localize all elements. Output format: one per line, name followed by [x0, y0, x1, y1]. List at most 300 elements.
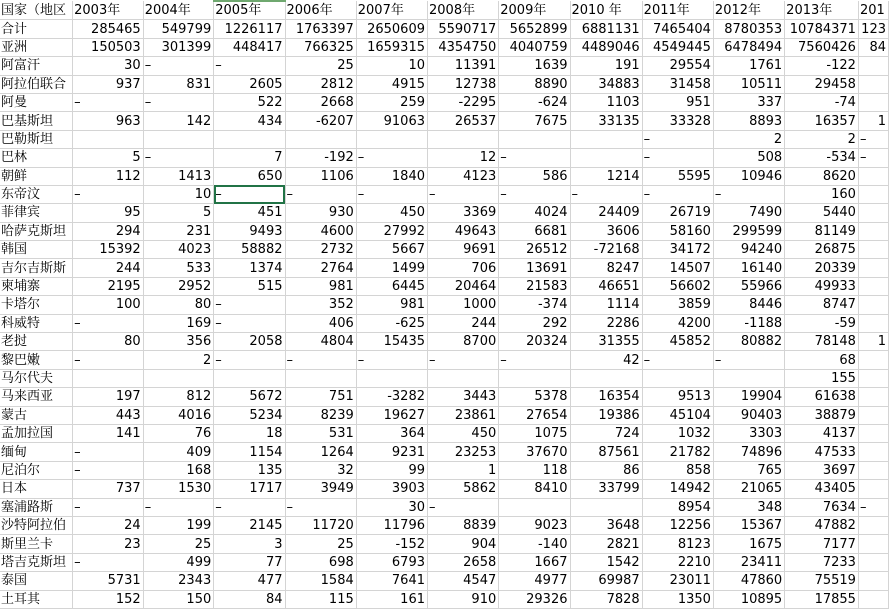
data-cell[interactable]: 8239 [285, 406, 356, 424]
country-cell[interactable]: 亚洲 [0, 38, 73, 56]
data-cell[interactable]: 7560426 [785, 38, 859, 56]
data-cell[interactable]: 4024 [499, 204, 570, 222]
data-cell[interactable]: 10895 [713, 590, 784, 608]
data-cell[interactable]: 86 [570, 461, 642, 479]
data-cell[interactable]: 2 [713, 130, 784, 148]
data-cell[interactable]: 26512 [499, 241, 570, 259]
country-cell[interactable]: 斯里兰卡 [0, 535, 73, 553]
data-cell[interactable]: 2195 [73, 277, 144, 295]
data-cell[interactable] [428, 369, 499, 387]
data-cell[interactable]: 7641 [356, 572, 427, 590]
data-cell[interactable]: 12256 [642, 516, 713, 534]
data-cell[interactable]: – [73, 93, 144, 111]
data-cell[interactable]: 30 [356, 498, 427, 516]
data-cell[interactable]: 34172 [642, 241, 713, 259]
data-cell[interactable]: 448417 [214, 38, 285, 56]
data-cell[interactable] [858, 204, 888, 222]
data-cell[interactable] [858, 590, 888, 608]
data-cell[interactable]: 3369 [428, 204, 499, 222]
data-cell[interactable]: – [214, 185, 285, 203]
data-cell[interactable]: – [285, 185, 356, 203]
data-cell[interactable] [214, 369, 285, 387]
data-cell[interactable]: – [73, 553, 144, 571]
data-cell[interactable]: 8890 [499, 75, 570, 93]
data-cell[interactable]: 90403 [713, 406, 784, 424]
data-cell[interactable]: 364 [356, 424, 427, 442]
data-cell[interactable]: 33328 [642, 112, 713, 130]
data-cell[interactable]: – [143, 93, 214, 111]
data-cell[interactable]: 5 [143, 204, 214, 222]
data-cell[interactable]: 1675 [713, 535, 784, 553]
data-cell[interactable]: 1032 [642, 424, 713, 442]
data-cell[interactable]: 29326 [499, 590, 570, 608]
data-cell[interactable]: 34883 [570, 75, 642, 93]
data-cell[interactable]: 58160 [642, 222, 713, 240]
data-cell[interactable]: – [642, 149, 713, 167]
data-cell[interactable]: 19386 [570, 406, 642, 424]
data-cell[interactable]: 169 [143, 314, 214, 332]
data-cell[interactable]: 123 [858, 20, 888, 38]
data-cell[interactable] [858, 185, 888, 203]
data-cell[interactable] [858, 167, 888, 185]
data-cell[interactable]: 23011 [642, 572, 713, 590]
data-cell[interactable]: 2821 [570, 535, 642, 553]
data-cell[interactable]: 531 [285, 424, 356, 442]
data-cell[interactable]: 477 [214, 572, 285, 590]
country-cell[interactable]: 尼泊尔 [0, 461, 73, 479]
data-cell[interactable]: 3903 [356, 480, 427, 498]
data-cell[interactable]: 8700 [428, 333, 499, 351]
data-cell[interactable] [143, 130, 214, 148]
data-cell[interactable]: 31458 [642, 75, 713, 93]
data-cell[interactable]: 4016 [143, 406, 214, 424]
data-cell[interactable]: 2145 [214, 516, 285, 534]
data-cell[interactable]: 244 [73, 259, 144, 277]
data-cell[interactable]: 3 [214, 535, 285, 553]
country-cell[interactable]: 柬埔寨 [0, 277, 73, 295]
data-cell[interactable]: 2210 [642, 553, 713, 571]
data-cell[interactable]: 1106 [285, 167, 356, 185]
data-cell[interactable]: 45104 [642, 406, 713, 424]
data-cell[interactable] [499, 498, 570, 516]
country-cell[interactable]: 泰国 [0, 572, 73, 590]
data-cell[interactable]: 6478494 [713, 38, 784, 56]
data-cell[interactable] [858, 314, 888, 332]
data-cell[interactable]: 20324 [499, 333, 570, 351]
data-cell[interactable]: 43405 [785, 480, 859, 498]
data-cell[interactable] [858, 388, 888, 406]
data-cell[interactable]: 1350 [642, 590, 713, 608]
country-cell[interactable]: 缅甸 [0, 443, 73, 461]
data-cell[interactable]: 1374 [214, 259, 285, 277]
data-cell[interactable]: 76 [143, 424, 214, 442]
data-cell[interactable]: 3697 [785, 461, 859, 479]
data-cell[interactable]: 11720 [285, 516, 356, 534]
data-cell[interactable]: 21782 [642, 443, 713, 461]
data-cell[interactable]: 15435 [356, 333, 427, 351]
data-cell[interactable]: 14507 [642, 259, 713, 277]
data-cell[interactable]: 33135 [570, 112, 642, 130]
data-cell[interactable]: – [285, 498, 356, 516]
data-cell[interactable]: 141 [73, 424, 144, 442]
country-cell[interactable]: 韩国 [0, 241, 73, 259]
data-cell[interactable]: 6681 [499, 222, 570, 240]
data-cell[interactable]: 1840 [356, 167, 427, 185]
data-cell[interactable]: 155 [785, 369, 859, 387]
data-cell[interactable]: 27992 [356, 222, 427, 240]
data-cell[interactable]: 1659315 [356, 38, 427, 56]
data-cell[interactable]: 3648 [570, 516, 642, 534]
data-cell[interactable]: 904 [428, 535, 499, 553]
data-cell[interactable]: -122 [785, 57, 859, 75]
header-cell-year[interactable]: 2010 年 [570, 1, 642, 20]
data-cell[interactable]: 84 [214, 590, 285, 608]
country-cell[interactable]: 塞浦路斯 [0, 498, 73, 516]
data-cell[interactable]: 18 [214, 424, 285, 442]
data-cell[interactable]: 930 [285, 204, 356, 222]
data-cell[interactable]: -534 [785, 149, 859, 167]
data-cell[interactable] [570, 369, 642, 387]
data-cell[interactable]: – [642, 185, 713, 203]
header-cell-year[interactable]: 201 [858, 1, 888, 20]
country-cell[interactable]: 巴基斯坦 [0, 112, 73, 130]
country-cell[interactable]: 阿富汗 [0, 57, 73, 75]
data-cell[interactable] [858, 480, 888, 498]
country-cell[interactable]: 土耳其 [0, 590, 73, 608]
data-cell[interactable] [858, 277, 888, 295]
data-cell[interactable]: 910 [428, 590, 499, 608]
data-cell[interactable]: – [73, 498, 144, 516]
data-cell[interactable]: 3859 [642, 296, 713, 314]
data-cell[interactable]: 24409 [570, 204, 642, 222]
data-cell[interactable]: 737 [73, 480, 144, 498]
data-cell[interactable]: 8893 [713, 112, 784, 130]
data-cell[interactable]: – [858, 149, 888, 167]
data-cell[interactable]: 31355 [570, 333, 642, 351]
data-cell[interactable]: 199 [143, 516, 214, 534]
data-cell[interactable]: 1 [858, 333, 888, 351]
data-cell[interactable]: – [428, 351, 499, 369]
data-cell[interactable]: 5731 [73, 572, 144, 590]
country-cell[interactable]: 菲律宾 [0, 204, 73, 222]
header-cell-year[interactable]: 2007年 [356, 1, 427, 20]
data-cell[interactable]: 23411 [713, 553, 784, 571]
data-cell[interactable]: 9513 [642, 388, 713, 406]
data-cell[interactable]: 352 [285, 296, 356, 314]
data-cell[interactable]: – [214, 57, 285, 75]
data-cell[interactable]: 14942 [642, 480, 713, 498]
data-cell[interactable]: 4489046 [570, 38, 642, 56]
data-cell[interactable]: – [499, 149, 570, 167]
data-cell[interactable]: 1154 [214, 443, 285, 461]
data-cell[interactable]: 68 [785, 351, 859, 369]
data-cell[interactable]: 87561 [570, 443, 642, 461]
data-cell[interactable]: 8446 [713, 296, 784, 314]
header-cell-year[interactable]: 2009年 [499, 1, 570, 20]
data-cell[interactable]: 47533 [785, 443, 859, 461]
data-cell[interactable]: 20339 [785, 259, 859, 277]
data-cell[interactable]: 10 [356, 57, 427, 75]
data-cell[interactable]: 23861 [428, 406, 499, 424]
data-cell[interactable] [713, 369, 784, 387]
data-cell[interactable]: 25 [285, 535, 356, 553]
data-cell[interactable]: 650 [214, 167, 285, 185]
data-cell[interactable]: 6793 [356, 553, 427, 571]
data-cell[interactable]: 7 [214, 149, 285, 167]
header-cell-year[interactable]: 2005年 [214, 1, 285, 20]
data-cell[interactable]: 5672 [214, 388, 285, 406]
data-cell[interactable]: 5862 [428, 480, 499, 498]
data-cell[interactable]: 5667 [356, 241, 427, 259]
data-cell[interactable]: 1 [428, 461, 499, 479]
country-cell[interactable]: 东帝汶 [0, 185, 73, 203]
data-cell[interactable]: 981 [356, 296, 427, 314]
data-cell[interactable] [858, 93, 888, 111]
data-cell[interactable]: 6445 [356, 277, 427, 295]
country-cell[interactable]: 巴林 [0, 149, 73, 167]
data-cell[interactable]: 29458 [785, 75, 859, 93]
data-cell[interactable]: 118 [499, 461, 570, 479]
data-cell[interactable]: 45852 [642, 333, 713, 351]
data-cell[interactable] [858, 296, 888, 314]
data-cell[interactable]: 80 [73, 333, 144, 351]
data-cell[interactable]: 30 [73, 57, 144, 75]
data-cell[interactable]: 37670 [499, 443, 570, 461]
data-cell[interactable]: 951 [642, 93, 713, 111]
data-cell[interactable]: 2 [143, 351, 214, 369]
data-cell[interactable]: 292 [499, 314, 570, 332]
data-cell[interactable]: 2650609 [356, 20, 427, 38]
data-cell[interactable]: 78148 [785, 333, 859, 351]
data-cell[interactable]: 450 [428, 424, 499, 442]
data-cell[interactable]: – [356, 185, 427, 203]
data-cell[interactable]: 27654 [499, 406, 570, 424]
data-cell[interactable]: 434 [214, 112, 285, 130]
data-cell[interactable]: 1103 [570, 93, 642, 111]
country-cell[interactable]: 朝鲜 [0, 167, 73, 185]
data-cell[interactable]: 77 [214, 553, 285, 571]
data-cell[interactable]: 5595 [642, 167, 713, 185]
country-cell[interactable]: 沙特阿拉伯 [0, 516, 73, 534]
header-cell-year[interactable]: 2006年 [285, 1, 356, 20]
data-cell[interactable]: 1226117 [214, 20, 285, 38]
data-cell[interactable]: 8620 [785, 167, 859, 185]
data-cell[interactable]: 499 [143, 553, 214, 571]
data-cell[interactable]: 4354750 [428, 38, 499, 56]
data-cell[interactable] [858, 572, 888, 590]
data-cell[interactable]: 115 [285, 590, 356, 608]
data-cell[interactable]: -624 [499, 93, 570, 111]
country-cell[interactable]: 哈萨克斯坦 [0, 222, 73, 240]
data-cell[interactable] [858, 259, 888, 277]
data-cell[interactable]: 19904 [713, 388, 784, 406]
data-cell[interactable]: 150 [143, 590, 214, 608]
data-cell[interactable]: – [73, 443, 144, 461]
data-cell[interactable]: 2 [785, 130, 859, 148]
data-cell[interactable]: 7177 [785, 535, 859, 553]
data-cell[interactable] [570, 130, 642, 148]
data-cell[interactable] [143, 369, 214, 387]
data-cell[interactable]: 191 [570, 57, 642, 75]
data-cell[interactable]: 16357 [785, 112, 859, 130]
data-cell[interactable]: – [143, 149, 214, 167]
data-cell[interactable]: – [428, 185, 499, 203]
data-cell[interactable]: -625 [356, 314, 427, 332]
data-cell[interactable] [356, 369, 427, 387]
data-cell[interactable]: 25 [285, 57, 356, 75]
data-cell[interactable]: 58882 [214, 241, 285, 259]
data-cell[interactable] [214, 130, 285, 148]
data-cell[interactable]: 26719 [642, 204, 713, 222]
data-cell[interactable]: 47882 [785, 516, 859, 534]
data-cell[interactable]: 21583 [499, 277, 570, 295]
data-cell[interactable]: 56602 [642, 277, 713, 295]
data-cell[interactable] [858, 369, 888, 387]
data-cell[interactable]: 831 [143, 75, 214, 93]
data-cell[interactable]: 5234 [214, 406, 285, 424]
data-cell[interactable]: 1717 [214, 480, 285, 498]
data-cell[interactable]: 751 [285, 388, 356, 406]
data-cell[interactable]: 15392 [73, 241, 144, 259]
data-cell[interactable]: 32 [285, 461, 356, 479]
data-cell[interactable]: 1114 [570, 296, 642, 314]
data-cell[interactable]: 46651 [570, 277, 642, 295]
data-cell[interactable]: – [143, 57, 214, 75]
data-cell[interactable] [858, 351, 888, 369]
data-cell[interactable]: – [214, 314, 285, 332]
data-cell[interactable]: 1639 [499, 57, 570, 75]
data-cell[interactable] [858, 75, 888, 93]
data-cell[interactable]: 706 [428, 259, 499, 277]
data-cell[interactable]: 1 [858, 112, 888, 130]
data-cell[interactable]: 10 [143, 185, 214, 203]
header-cell-year[interactable]: 2008年 [428, 1, 499, 20]
data-cell[interactable]: 42 [570, 351, 642, 369]
data-cell[interactable]: 47860 [713, 572, 784, 590]
data-cell[interactable]: 84 [858, 38, 888, 56]
data-cell[interactable]: 937 [73, 75, 144, 93]
header-cell-year[interactable]: 2012年 [713, 1, 784, 20]
data-cell[interactable]: – [73, 314, 144, 332]
data-cell[interactable]: 4137 [785, 424, 859, 442]
data-cell[interactable]: 161 [356, 590, 427, 608]
data-cell[interactable]: 21065 [713, 480, 784, 498]
data-cell[interactable]: 150503 [73, 38, 144, 56]
data-cell[interactable]: -2295 [428, 93, 499, 111]
data-cell[interactable]: 443 [73, 406, 144, 424]
data-cell[interactable]: 17855 [785, 590, 859, 608]
data-cell[interactable]: 2058 [214, 333, 285, 351]
data-cell[interactable]: – [73, 351, 144, 369]
country-cell[interactable]: 吉尔吉斯斯 [0, 259, 73, 277]
country-cell[interactable]: 孟加拉国 [0, 424, 73, 442]
country-cell[interactable]: 塔吉克斯坦 [0, 553, 73, 571]
data-cell[interactable]: 7490 [713, 204, 784, 222]
data-cell[interactable]: 1542 [570, 553, 642, 571]
data-cell[interactable]: 294 [73, 222, 144, 240]
data-cell[interactable]: 95 [73, 204, 144, 222]
data-cell[interactable]: 11391 [428, 57, 499, 75]
data-cell[interactable] [73, 369, 144, 387]
country-cell[interactable]: 老挝 [0, 333, 73, 351]
data-cell[interactable] [642, 369, 713, 387]
data-cell[interactable]: 10946 [713, 167, 784, 185]
data-cell[interactable]: 586 [499, 167, 570, 185]
data-cell[interactable]: 7675 [499, 112, 570, 130]
data-cell[interactable]: 8954 [642, 498, 713, 516]
data-cell[interactable]: 549799 [143, 20, 214, 38]
header-cell-year[interactable]: 2013年 [785, 1, 859, 20]
country-cell[interactable]: 科威特 [0, 314, 73, 332]
data-cell[interactable] [499, 130, 570, 148]
data-cell[interactable] [499, 369, 570, 387]
data-cell[interactable]: 7233 [785, 553, 859, 571]
data-cell[interactable]: 7465404 [642, 20, 713, 38]
data-cell[interactable]: 1413 [143, 167, 214, 185]
data-cell[interactable]: 61638 [785, 388, 859, 406]
data-cell[interactable]: 450 [356, 204, 427, 222]
data-cell[interactable]: 15367 [713, 516, 784, 534]
data-cell[interactable]: 9691 [428, 241, 499, 259]
data-cell[interactable]: 301399 [143, 38, 214, 56]
data-cell[interactable]: 963 [73, 112, 144, 130]
data-cell[interactable]: 168 [143, 461, 214, 479]
data-cell[interactable]: 29554 [642, 57, 713, 75]
data-cell[interactable] [858, 222, 888, 240]
data-cell[interactable] [858, 443, 888, 461]
data-cell[interactable]: 2286 [570, 314, 642, 332]
data-cell[interactable]: 8123 [642, 535, 713, 553]
country-cell[interactable]: 阿拉伯联合 [0, 75, 73, 93]
data-cell[interactable]: 3443 [428, 388, 499, 406]
data-cell[interactable]: -140 [499, 535, 570, 553]
header-cell-year[interactable]: 2011年 [642, 1, 713, 20]
data-cell[interactable]: 4123 [428, 167, 499, 185]
data-cell[interactable]: 1214 [570, 167, 642, 185]
data-cell[interactable]: 8247 [570, 259, 642, 277]
data-cell[interactable]: 23 [73, 535, 144, 553]
data-cell[interactable]: 4915 [356, 75, 427, 93]
data-cell[interactable]: 5652899 [499, 20, 570, 38]
data-cell[interactable] [570, 149, 642, 167]
data-cell[interactable]: 2812 [285, 75, 356, 93]
data-cell[interactable]: 3949 [285, 480, 356, 498]
data-cell[interactable]: 406 [285, 314, 356, 332]
data-cell[interactable]: 1075 [499, 424, 570, 442]
data-cell[interactable]: -72168 [570, 241, 642, 259]
data-cell[interactable]: 1264 [285, 443, 356, 461]
data-cell[interactable]: 5590717 [428, 20, 499, 38]
data-cell[interactable]: – [143, 498, 214, 516]
data-cell[interactable]: 69987 [570, 572, 642, 590]
data-cell[interactable]: 142 [143, 112, 214, 130]
data-cell[interactable]: 5 [73, 149, 144, 167]
data-cell[interactable]: 4977 [499, 572, 570, 590]
data-cell[interactable]: 348 [713, 498, 784, 516]
data-cell[interactable]: 337 [713, 93, 784, 111]
data-cell[interactable]: 99 [356, 461, 427, 479]
data-cell[interactable]: 522 [214, 93, 285, 111]
data-cell[interactable]: 8410 [499, 480, 570, 498]
data-cell[interactable] [858, 461, 888, 479]
data-cell[interactable]: – [356, 351, 427, 369]
data-cell[interactable]: 16354 [570, 388, 642, 406]
data-cell[interactable] [858, 241, 888, 259]
data-cell[interactable] [285, 130, 356, 148]
data-cell[interactable]: 2605 [214, 75, 285, 93]
data-cell[interactable]: 515 [214, 277, 285, 295]
data-cell[interactable]: 152 [73, 590, 144, 608]
